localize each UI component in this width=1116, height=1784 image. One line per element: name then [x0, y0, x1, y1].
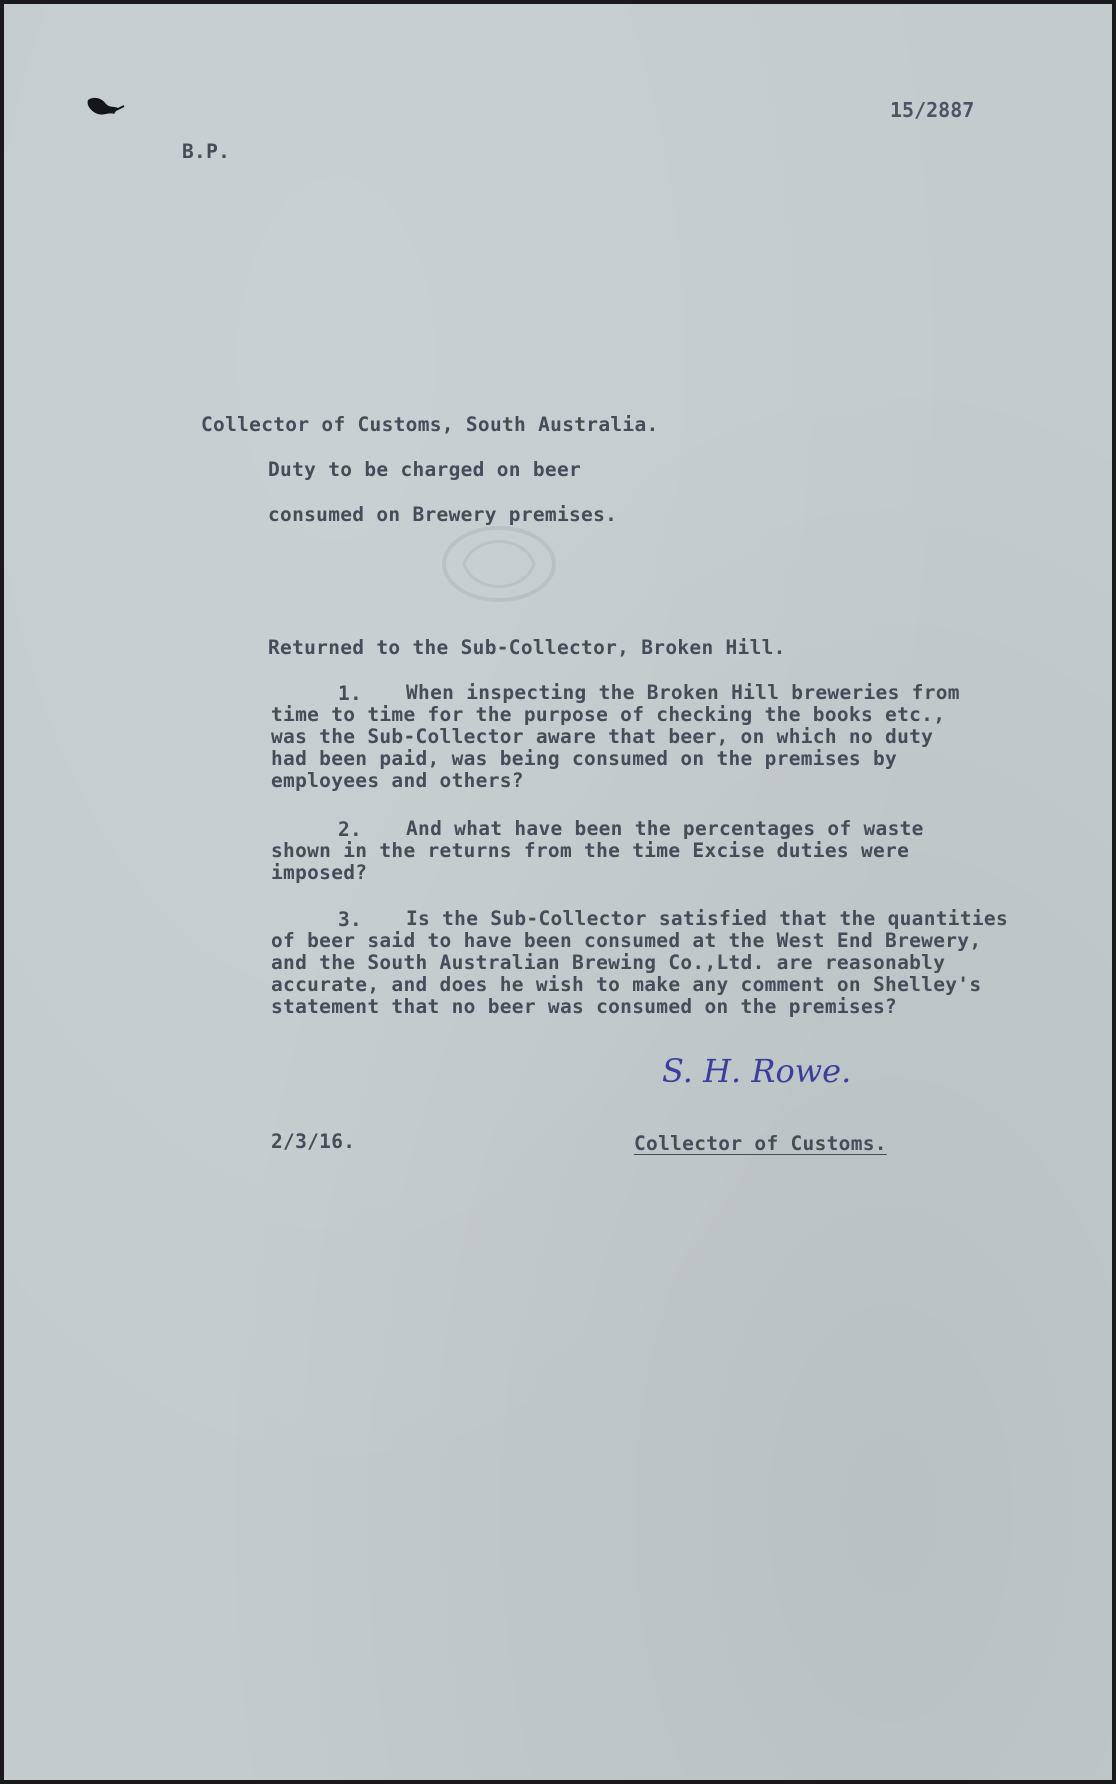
reference-number: 15/2887 [890, 98, 975, 122]
signatory-title: Collector of Customs. [634, 1132, 887, 1155]
paragraph-2-line: And what have been the percentages of waste [406, 817, 924, 840]
subject-line-1: Duty to be charged on beer [268, 458, 582, 481]
paragraph-2-line: shown in the returns from the time Excise duties were [271, 839, 910, 862]
paragraph-3-line: of beer said to have been consumed at the West End Brewery, [271, 929, 982, 952]
paragraph-1-number: 1. [338, 682, 363, 705]
date: 2/3/16. [271, 1130, 356, 1153]
paragraph-1-line: had been paid, was being consumed on the premises by [271, 747, 898, 770]
header-mark: B.P. [182, 140, 231, 163]
paragraph-2-number: 2. [338, 818, 363, 841]
pen-mark-icon [84, 94, 128, 122]
paragraph-1-line: employees and others? [271, 769, 524, 792]
signature: S. H. Rowe. [662, 1052, 852, 1090]
paragraph-1-line: was the Sub-Collector aware that beer, on which no duty [271, 725, 934, 748]
paragraph-3-number: 3. [338, 908, 363, 931]
returned-to: Returned to the Sub-Collector, Broken Hill. [268, 636, 786, 659]
paragraph-2-line: imposed? [271, 861, 368, 884]
watermark-crest-icon [434, 519, 564, 609]
paragraph-1-line: When inspecting the Broken Hill breweries from [406, 681, 960, 704]
addressee: Collector of Customs, South Australia. [201, 413, 659, 436]
subject-line-2: consumed on Brewery premises. [268, 503, 618, 526]
document-page [4, 4, 1112, 1780]
paragraph-1-line: time to time for the purpose of checking the books etc., [271, 703, 946, 726]
paragraph-3-line: and the South Australian Brewing Co.,Ltd. are reasonably [271, 951, 946, 974]
paragraph-3-line: accurate, and does he wish to make any comment on Shelley's [271, 973, 982, 996]
paragraph-3-line: statement that no beer was consumed on the premises? [271, 995, 898, 1018]
paragraph-3-line: Is the Sub-Collector satisfied that the quantities [406, 907, 1008, 930]
